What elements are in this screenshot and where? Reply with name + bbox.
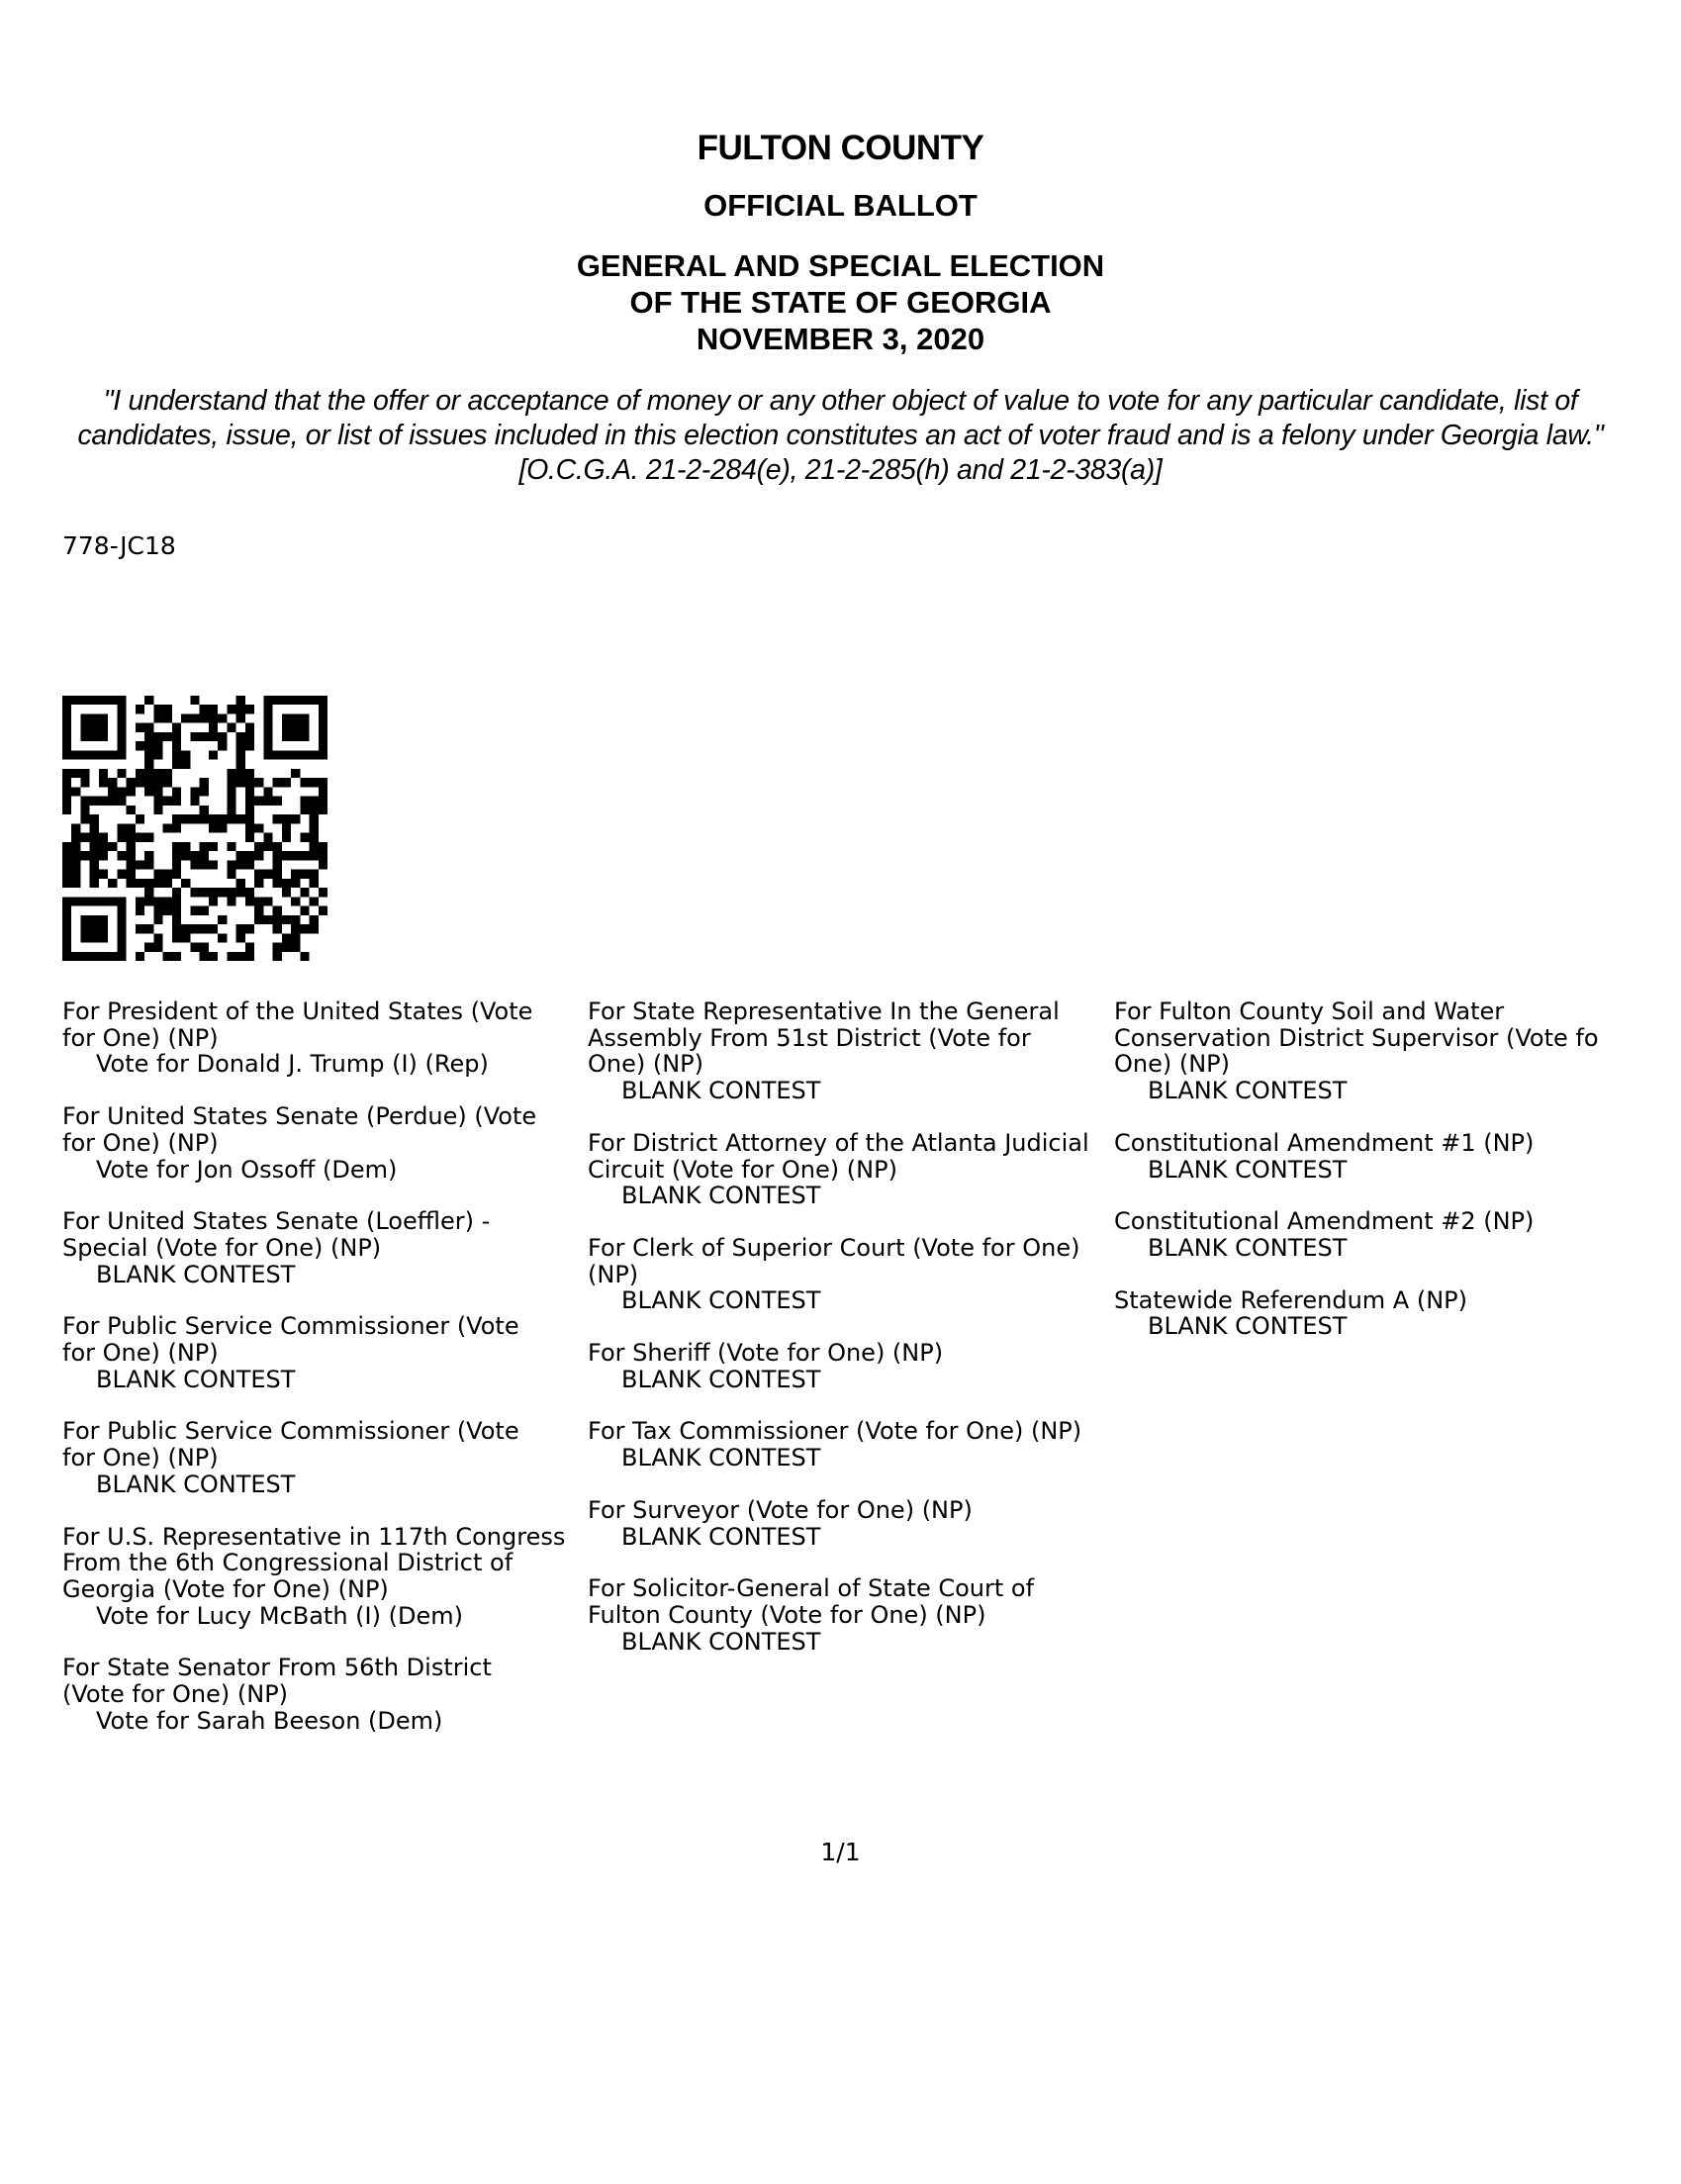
contest [588,1418,1112,1471]
contest-title: For United States Senate (Loeffler) - Special (Vote for One) (NP) [62,1207,491,1262]
contest [1114,998,1668,1104]
ballot-id: 778-JC18 [62,531,176,560]
contest-title: For Surveyor (Vote for One) (NP) [588,1495,973,1524]
contest-choice: BLANK CONTEST [96,1260,296,1288]
contest-choice: BLANK CONTEST [621,1444,821,1472]
contest-title: For Fulton County Soil and Water Conservation District Supervisor (Vote fo One) (NP) [1114,997,1599,1079]
contest-title: For State Senator From 56th District (Vote for One) (NP) [62,1654,492,1709]
contest [62,1313,587,1392]
contest-choice: BLANK CONTEST [621,1522,821,1551]
page-number: 1/1 [820,1838,861,1866]
contest-title: Constitutional Amendment #1 (NP) [1114,1128,1535,1157]
contest-column-1 [62,998,587,1759]
contest [62,1208,587,1287]
contest-title: For Tax Commissioner (Vote for One) (NP) [588,1417,1082,1446]
contest [1114,1287,1668,1340]
contest-choice: BLANK CONTEST [621,1077,821,1105]
contest-choice: BLANK CONTEST [621,1365,821,1393]
contest [588,1497,1112,1550]
contest-title: Statewide Referendum A (NP) [1114,1285,1467,1314]
contest-title: For Solicitor-General of State Court of Fulton County (Vote for One) (NP) [588,1574,1035,1629]
contest-title: For Public Service Commissioner (Vote for One) (NP) [62,1312,519,1368]
contest-choice: Vote for Donald J. Trump (I) (Rep) [96,1050,489,1079]
contest [62,998,587,1078]
ballot-header [0,129,1681,357]
election-title [0,247,1681,357]
contest-column-3 [1114,998,1668,1366]
contest-choice: Vote for Lucy McBath (I) (Dem) [96,1601,463,1630]
contest-title: For Clerk of Superior Court (Vote for One) (NP) [588,1233,1080,1288]
voter-fraud-warning: "I understand that the offer or acceptance of money or any other object of value to vote for any particular candidate, list of candidates, issue, or list of issues included in this election constitutes an act of voter fraud and is a felony under Georgia law." [O.C.G.A. 21-2-284(e), 21-2-285(h) and 21-2-383(a)] [77,385,1604,486]
contest [62,1524,587,1630]
contest-column-2 [588,998,1112,1680]
contest-title: For United States Senate (Perdue) (Vote for One) (NP) [62,1102,537,1157]
contest-choice: BLANK CONTEST [1148,1233,1348,1262]
contest-choice: Vote for Sarah Beeson (Dem) [96,1706,443,1735]
contest-choice: BLANK CONTEST [621,1286,821,1315]
contest [1114,1130,1668,1183]
contest-title: For District Attorney of the Atlanta Judicial Circuit (Vote for One) (NP) [588,1128,1089,1184]
contest-choice: BLANK CONTEST [96,1365,296,1393]
contest-title: Constitutional Amendment #2 (NP) [1114,1207,1535,1236]
contest [588,1235,1112,1314]
contest [588,1575,1112,1655]
contest [588,998,1112,1104]
election-line-1: GENERAL AND SPECIAL ELECTION [576,248,1105,283]
election-date: NOVEMBER 3, 2020 [696,322,985,356]
contest [62,1418,587,1497]
contest-title: For State Representative In the General Assembly From 51st District (Vote for One) (NP) [588,997,1060,1079]
county-title: FULTON COUNTY [697,129,984,167]
contest [1114,1208,1668,1261]
contest-title: For Public Service Commissioner (Vote for One) (NP) [62,1417,519,1472]
contest [588,1340,1112,1392]
contest-choice: BLANK CONTEST [96,1470,296,1498]
contest-choice: BLANK CONTEST [1148,1312,1348,1341]
contest [62,1103,587,1183]
contest-title: For Sheriff (Vote for One) (NP) [588,1339,944,1368]
contest [588,1130,1112,1209]
contest-title: For President of the United States (Vote for One) (NP) [62,997,533,1052]
election-line-2: OF THE STATE OF GEORGIA [629,285,1052,320]
contest-choice: BLANK CONTEST [1148,1155,1348,1184]
qr-code-icon [62,696,327,961]
contest-choice: Vote for Jon Ossoff (Dem) [96,1155,398,1184]
contest-title: For U.S. Representative in 117th Congress From the 6th Congressional District of Georgia (Vote for One) (NP) [62,1522,566,1603]
contest-choice: BLANK CONTEST [621,1182,821,1210]
contest [62,1655,587,1734]
contest-choice: BLANK CONTEST [621,1627,821,1656]
contest-choice: BLANK CONTEST [1148,1077,1348,1105]
ballot-type: OFFICIAL BALLOT [703,188,978,223]
